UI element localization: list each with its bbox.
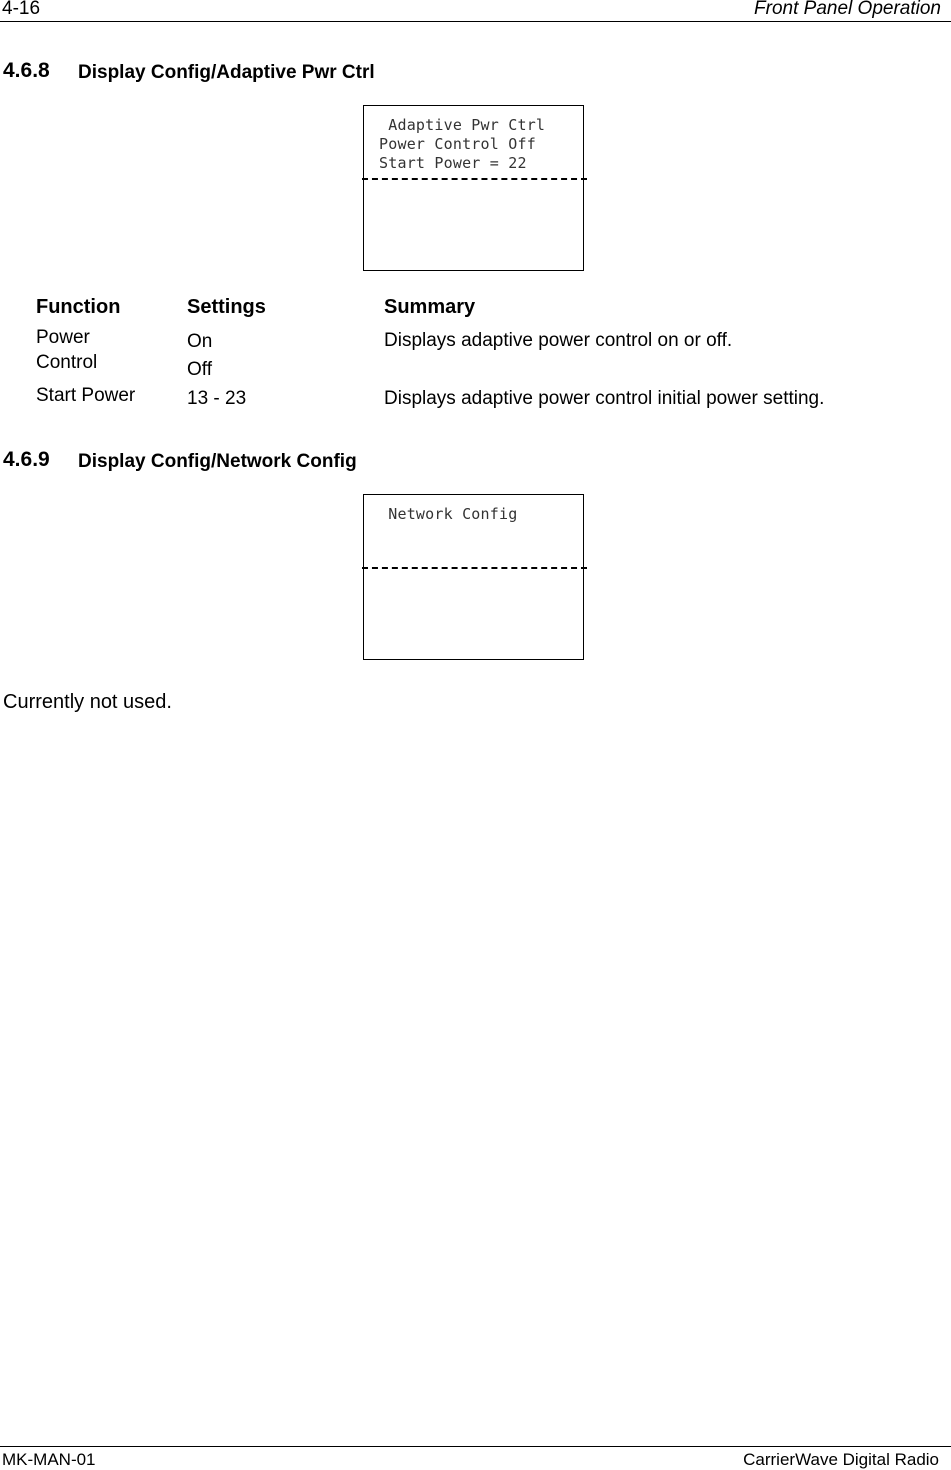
lcd-divider	[362, 567, 587, 569]
row1-function-line1: Power	[36, 327, 90, 348]
lcd-line-2: Power Control Off	[379, 135, 536, 153]
column-header-summary: Summary	[384, 296, 476, 318]
footer-doc-id: MK-MAN-01	[2, 1450, 96, 1469]
lcd-line-1: Adaptive Pwr Ctrl	[379, 116, 546, 134]
column-header-function: Function	[36, 296, 121, 318]
footer-product-name: CarrierWave Digital Radio	[743, 1450, 939, 1469]
note-text: Currently not used.	[3, 691, 172, 713]
header-rule	[0, 21, 951, 22]
row2-summary: Displays adaptive power control initial power setting.	[384, 388, 825, 409]
section-number: 4.6.9	[3, 448, 50, 471]
lcd-display-network	[363, 494, 584, 660]
row1-summary: Displays adaptive power control on or off.	[384, 330, 733, 351]
running-header-title: Front Panel Operation	[754, 0, 941, 19]
lcd-divider	[362, 178, 587, 180]
lcd-display-adaptive	[363, 105, 584, 271]
lcd-line-1: Network Config	[379, 505, 518, 523]
section-number: 4.6.8	[3, 59, 50, 82]
column-header-settings: Settings	[187, 296, 266, 318]
row1-setting-off: Off	[187, 359, 212, 380]
row2-function: Start Power	[36, 385, 136, 406]
section-title: Display Config/Network Config	[78, 451, 357, 472]
row1-setting-on: On	[187, 331, 213, 352]
row1-function-line2: Control	[36, 352, 98, 373]
row2-setting: 13 - 23	[187, 388, 247, 409]
section-title: Display Config/Adaptive Pwr Ctrl	[78, 62, 375, 83]
page-number: 4-16	[2, 0, 41, 19]
footer-rule	[0, 1446, 951, 1447]
lcd-line-3: Start Power = 22	[379, 154, 527, 172]
